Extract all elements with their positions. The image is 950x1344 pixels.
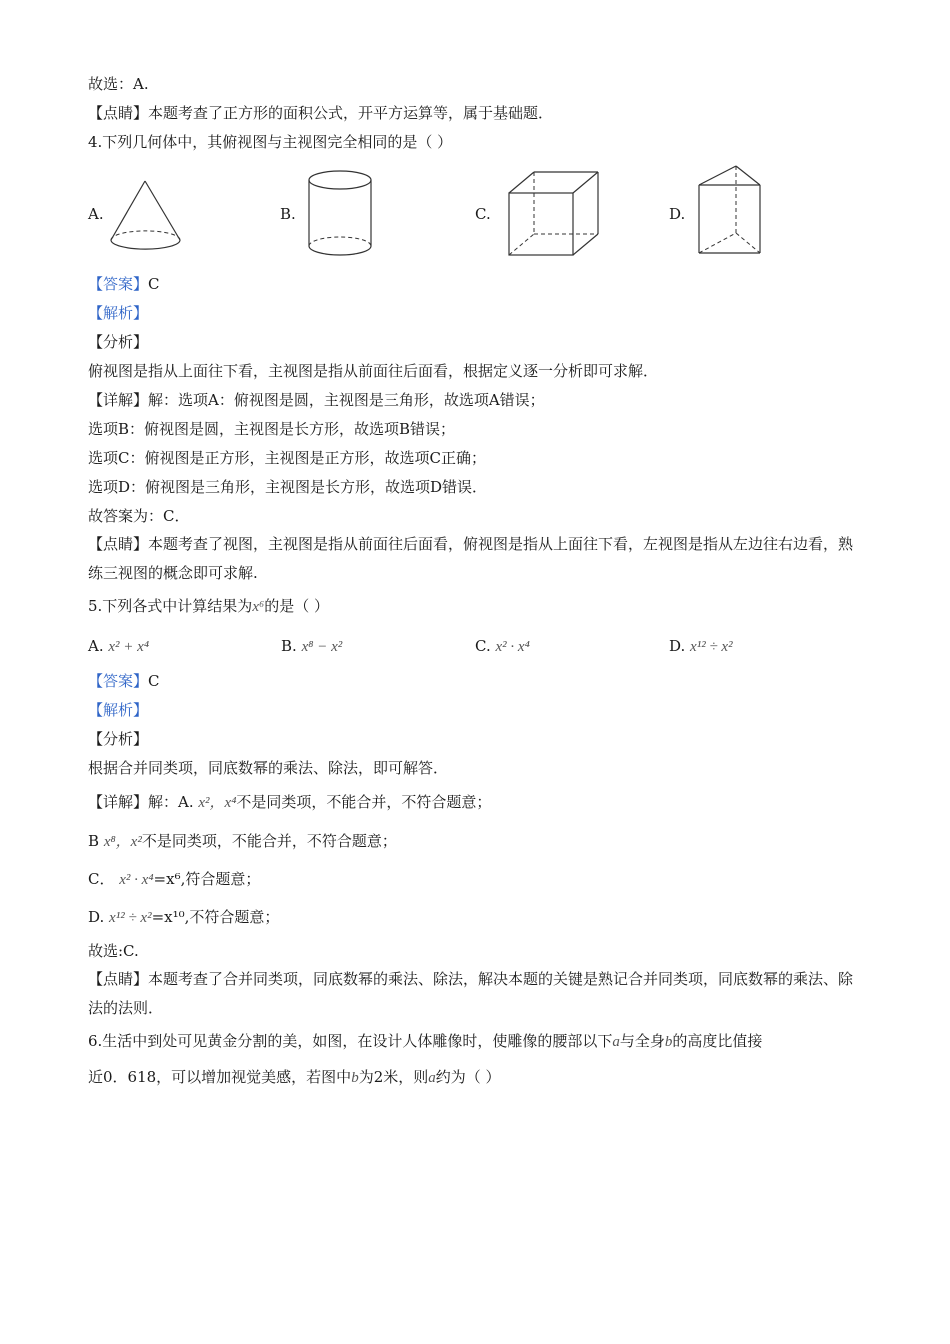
detail-text: 不是同类项，不能合并，不符合题意； — [141, 832, 397, 850]
math-var-a: a — [612, 1034, 620, 1050]
question-text: 的是（ ） — [264, 597, 329, 615]
q5-option-d — [669, 636, 733, 657]
line-choice-3: 故选：A. — [88, 75, 149, 93]
q5-jiexi-tag: 【解析】 — [88, 701, 149, 719]
math-var-a: a — [428, 1070, 436, 1086]
detail-text: 不是同类项，不能合并，不符合题意； — [236, 793, 492, 811]
q5-detail-3 — [88, 869, 260, 890]
math-expr: x¹² ÷ x² — [109, 910, 152, 926]
math-expr: x²，x⁴ — [198, 795, 237, 811]
question-text: 为2米，则 — [358, 1068, 429, 1086]
math-expr: x⁶ — [252, 599, 265, 615]
detail-text: D. — [88, 908, 105, 926]
detail-text: B — [88, 832, 100, 850]
q4-answer — [88, 274, 160, 294]
option-label: A. — [88, 637, 104, 655]
question-text: 5.下列各式中计算结果为 — [88, 597, 253, 615]
q4-detail-2: 选项B：俯视图是圆，主视图是长方形，故选项B错误； — [88, 420, 456, 438]
math-expr: x⁸ − x² — [301, 639, 343, 655]
q5-option-b — [281, 636, 342, 657]
q4-option-b-label: B. — [280, 205, 296, 223]
option-label: B. — [281, 637, 297, 655]
math-expr: x² · x⁴ — [495, 639, 530, 655]
question-text: 约为（ ） — [435, 1068, 501, 1086]
q4-option-a-label: A. — [88, 205, 104, 223]
math-var-b: b — [351, 1070, 359, 1086]
cylinder-icon — [304, 168, 376, 260]
cube-icon — [506, 169, 602, 259]
question-6-line-1 — [88, 1031, 762, 1052]
question-text: 6.生活中到处可见黄金分割的美，如图，在设计人体雕像时，使雕像的腰部以下 — [88, 1032, 613, 1050]
q4-jiexi-tag: 【解析】 — [88, 304, 149, 322]
q5-option-c — [475, 636, 530, 657]
q4-note: 【点睛】本题考查了视图，主视图是指从前面往后面看，俯视图是指从上面往下看，左视图是指从左边往右边看，熟练三视图的概念即可求解. — [88, 535, 854, 582]
q5-option-a — [88, 636, 149, 657]
q4-detail-1: 【详解】解：选项A：俯视图是圆，主视图是三角形，故选项A错误； — [88, 391, 545, 409]
question-4: 4.下列几何体中，其俯视图与主视图完全相同的是（ ） — [88, 133, 453, 151]
q5-fenxi-tag: 【分析】 — [88, 730, 149, 748]
question-6-line-2 — [88, 1067, 501, 1088]
q5-conclusion: 故选:C. — [88, 942, 139, 960]
q4-analysis: 俯视图是指从上面往下看，主视图是指从前面往后面看，根据定义逐一分析即可求解． — [88, 362, 659, 380]
q4-detail-3: 选项C：俯视图是正方形，主视图是正方形，故选项C正确； — [88, 449, 486, 467]
answer-value: C — [148, 275, 160, 293]
answer-tag: 【答案】 — [88, 672, 149, 690]
option-label: C. — [475, 637, 491, 655]
q5-note: 【点睛】本题考查了合并同类项，同底数幂的乘法、除法，解决本题的关键是熟记合并同类项，同底数幂的乘法、除法的法则． — [88, 970, 854, 1017]
question-text: 的高度比值接 — [672, 1032, 763, 1050]
q4-fenxi-tag: 【分析】 — [88, 333, 149, 351]
answer-value: C — [148, 672, 160, 690]
detail-text: =x⁶,符合题意； — [153, 870, 261, 888]
math-expr: x⁸，x² — [103, 834, 142, 850]
q4-option-d-label: D. — [669, 205, 686, 223]
triangular-prism-icon — [694, 163, 764, 259]
q4-detail-4: 选项D：俯视图是三角形，主视图是长方形，故选项D错误． — [88, 478, 488, 496]
q5-analysis: 根据合并同类项，同底数幂的乘法、除法，即可解答． — [88, 759, 449, 777]
q5-detail-2 — [88, 831, 397, 852]
option-label: D. — [669, 637, 686, 655]
q5-answer — [88, 671, 160, 691]
detail-text: =x¹⁰,不符合题意； — [151, 908, 280, 926]
answer-tag: 【答案】 — [88, 275, 149, 293]
q5-detail-4 — [88, 907, 279, 928]
q5-detail-1 — [88, 792, 491, 813]
question-text: 与全身 — [619, 1032, 665, 1050]
math-expr: x² · x⁴ — [119, 872, 154, 888]
q4-conclusion: 故答案为：C． — [88, 507, 190, 525]
detail-text: C． — [88, 870, 115, 888]
math-var-b: b — [664, 1034, 673, 1050]
cone-icon — [108, 178, 183, 258]
question-5 — [88, 596, 329, 617]
q4-option-c-label: C. — [475, 205, 491, 223]
question-text: 近0．618，可以增加视觉美感，若图中 — [88, 1068, 352, 1086]
note-3: 【点睛】本题考查了正方形的面积公式，开平方运算等，属于基础题． — [88, 104, 554, 122]
math-expr: x¹² ÷ x² — [690, 639, 733, 655]
math-expr: x² + x⁴ — [108, 639, 150, 655]
detail-text: 【详解】解：A. — [88, 793, 194, 811]
